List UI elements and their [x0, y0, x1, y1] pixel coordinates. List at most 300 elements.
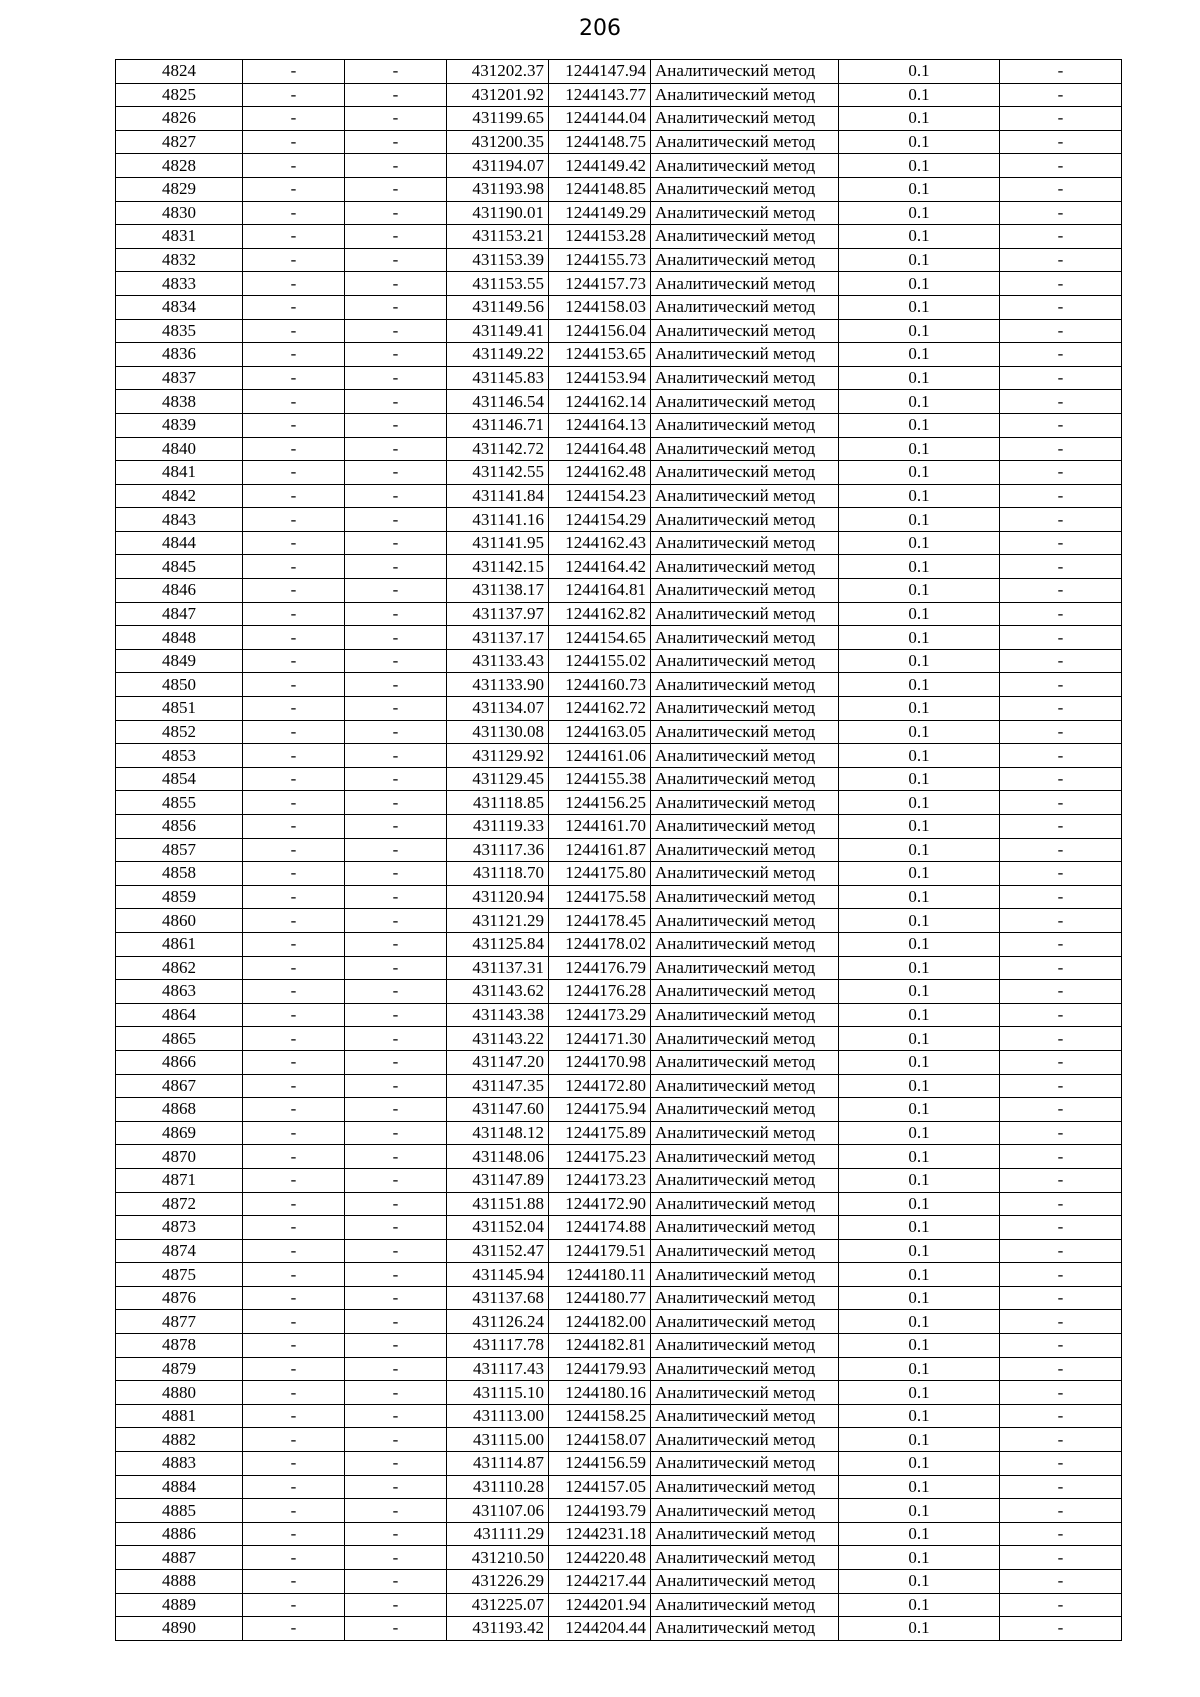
- cell-description: -: [1000, 1168, 1122, 1192]
- cell-x-coordinate: 431138.17: [447, 579, 549, 603]
- cell-point-number: 4883: [116, 1452, 243, 1476]
- cell-description: -: [1000, 1522, 1122, 1546]
- cell-method: Аналитический метод: [651, 697, 839, 721]
- cell-x-old: -: [243, 1263, 345, 1287]
- cell-x-coordinate: 431129.45: [447, 767, 549, 791]
- cell-y-old: -: [345, 720, 447, 744]
- cell-x-old: -: [243, 1404, 345, 1428]
- cell-description: -: [1000, 673, 1122, 697]
- cell-x-old: -: [243, 579, 345, 603]
- cell-y-old: -: [345, 319, 447, 343]
- cell-y-coordinate: 1244148.85: [549, 177, 651, 201]
- cell-method: Аналитический метод: [651, 1168, 839, 1192]
- cell-method: Аналитический метод: [651, 980, 839, 1004]
- cell-point-number: 4832: [116, 248, 243, 272]
- cell-x-coordinate: 431142.72: [447, 437, 549, 461]
- cell-x-old: -: [243, 248, 345, 272]
- cell-x-old: -: [243, 767, 345, 791]
- cell-description: -: [1000, 649, 1122, 673]
- cell-x-coordinate: 431118.85: [447, 791, 549, 815]
- cell-accuracy: 0.1: [839, 248, 1000, 272]
- table-row: [116, 1546, 1122, 1570]
- cell-point-number: 4825: [116, 83, 243, 107]
- cell-method: Аналитический метод: [651, 484, 839, 508]
- cell-y-coordinate: 1244173.23: [549, 1168, 651, 1192]
- cell-description: -: [1000, 1310, 1122, 1334]
- cell-method: Аналитический метод: [651, 1286, 839, 1310]
- cell-x-coordinate: 431153.55: [447, 272, 549, 296]
- table-row: [116, 767, 1122, 791]
- table-row: [116, 579, 1122, 603]
- cell-description: -: [1000, 1334, 1122, 1358]
- cell-x-old: -: [243, 1522, 345, 1546]
- cell-y-old: -: [345, 343, 447, 367]
- cell-y-old: -: [345, 390, 447, 414]
- cell-x-old: -: [243, 626, 345, 650]
- cell-x-old: -: [243, 602, 345, 626]
- cell-x-old: -: [243, 1027, 345, 1051]
- cell-point-number: 4875: [116, 1263, 243, 1287]
- cell-x-old: -: [243, 295, 345, 319]
- cell-y-coordinate: 1244182.00: [549, 1310, 651, 1334]
- cell-description: -: [1000, 1570, 1122, 1594]
- cell-x-old: -: [243, 1121, 345, 1145]
- cell-description: -: [1000, 980, 1122, 1004]
- cell-point-number: 4870: [116, 1145, 243, 1169]
- table-row: [116, 154, 1122, 178]
- cell-method: Аналитический метод: [651, 862, 839, 886]
- cell-y-coordinate: 1244162.72: [549, 697, 651, 721]
- cell-description: -: [1000, 107, 1122, 131]
- cell-method: Аналитический метод: [651, 225, 839, 249]
- cell-point-number: 4845: [116, 555, 243, 579]
- cell-y-old: -: [345, 248, 447, 272]
- cell-accuracy: 0.1: [839, 862, 1000, 886]
- cell-method: Аналитический метод: [651, 437, 839, 461]
- cell-method: Аналитический метод: [651, 1404, 839, 1428]
- table-row: [116, 720, 1122, 744]
- cell-accuracy: 0.1: [839, 791, 1000, 815]
- cell-description: -: [1000, 225, 1122, 249]
- cell-y-coordinate: 1244155.73: [549, 248, 651, 272]
- cell-accuracy: 0.1: [839, 649, 1000, 673]
- cell-description: -: [1000, 1499, 1122, 1523]
- cell-point-number: 4888: [116, 1570, 243, 1594]
- cell-description: -: [1000, 956, 1122, 980]
- cell-accuracy: 0.1: [839, 744, 1000, 768]
- cell-accuracy: 0.1: [839, 177, 1000, 201]
- table-row: [116, 909, 1122, 933]
- table-row: [116, 1522, 1122, 1546]
- cell-accuracy: 0.1: [839, 1546, 1000, 1570]
- cell-y-old: -: [345, 862, 447, 886]
- cell-x-coordinate: 431117.36: [447, 838, 549, 862]
- cell-x-old: -: [243, 508, 345, 532]
- cell-x-old: -: [243, 1098, 345, 1122]
- cell-x-old: -: [243, 1381, 345, 1405]
- cell-description: -: [1000, 1593, 1122, 1617]
- cell-y-coordinate: 1244175.94: [549, 1098, 651, 1122]
- cell-x-coordinate: 431142.15: [447, 555, 549, 579]
- cell-y-coordinate: 1244220.48: [549, 1546, 651, 1570]
- cell-description: -: [1000, 1357, 1122, 1381]
- cell-y-coordinate: 1244157.05: [549, 1475, 651, 1499]
- cell-x-coordinate: 431133.43: [447, 649, 549, 673]
- cell-accuracy: 0.1: [839, 1168, 1000, 1192]
- cell-x-coordinate: 431141.16: [447, 508, 549, 532]
- cell-y-coordinate: 1244158.07: [549, 1428, 651, 1452]
- cell-x-coordinate: 431117.78: [447, 1334, 549, 1358]
- cell-y-coordinate: 1244160.73: [549, 673, 651, 697]
- cell-y-old: -: [345, 602, 447, 626]
- cell-description: -: [1000, 343, 1122, 367]
- cell-point-number: 4873: [116, 1216, 243, 1240]
- cell-method: Аналитический метод: [651, 1050, 839, 1074]
- cell-accuracy: 0.1: [839, 1522, 1000, 1546]
- cell-y-old: -: [345, 1168, 447, 1192]
- cell-accuracy: 0.1: [839, 932, 1000, 956]
- cell-x-old: -: [243, 932, 345, 956]
- cell-x-coordinate: 431137.68: [447, 1286, 549, 1310]
- cell-method: Аналитический метод: [651, 248, 839, 272]
- cell-description: -: [1000, 272, 1122, 296]
- cell-x-old: -: [243, 980, 345, 1004]
- cell-x-coordinate: 431147.35: [447, 1074, 549, 1098]
- cell-x-coordinate: 431115.10: [447, 1381, 549, 1405]
- cell-accuracy: 0.1: [839, 60, 1000, 84]
- cell-y-coordinate: 1244171.30: [549, 1027, 651, 1051]
- table-row: [116, 413, 1122, 437]
- cell-y-old: -: [345, 1050, 447, 1074]
- cell-accuracy: 0.1: [839, 1357, 1000, 1381]
- cell-x-old: -: [243, 390, 345, 414]
- cell-accuracy: 0.1: [839, 295, 1000, 319]
- cell-point-number: 4840: [116, 437, 243, 461]
- cell-description: -: [1000, 154, 1122, 178]
- cell-x-old: -: [243, 1145, 345, 1169]
- table-row: [116, 555, 1122, 579]
- cell-y-old: -: [345, 1617, 447, 1641]
- cell-description: -: [1000, 1286, 1122, 1310]
- cell-point-number: 4884: [116, 1475, 243, 1499]
- cell-x-coordinate: 431125.84: [447, 932, 549, 956]
- cell-x-old: -: [243, 154, 345, 178]
- cell-y-old: -: [345, 980, 447, 1004]
- cell-y-old: -: [345, 130, 447, 154]
- cell-x-coordinate: 431226.29: [447, 1570, 549, 1594]
- cell-y-coordinate: 1244154.29: [549, 508, 651, 532]
- cell-point-number: 4831: [116, 225, 243, 249]
- cell-accuracy: 0.1: [839, 838, 1000, 862]
- table-row: [116, 1216, 1122, 1240]
- cell-point-number: 4890: [116, 1617, 243, 1641]
- cell-accuracy: 0.1: [839, 767, 1000, 791]
- cell-description: -: [1000, 508, 1122, 532]
- cell-point-number: 4841: [116, 461, 243, 485]
- cell-y-coordinate: 1244148.75: [549, 130, 651, 154]
- cell-x-coordinate: 431146.54: [447, 390, 549, 414]
- cell-description: -: [1000, 1381, 1122, 1405]
- cell-method: Аналитический метод: [651, 272, 839, 296]
- cell-method: Аналитический метод: [651, 1546, 839, 1570]
- cell-method: Аналитический метод: [651, 1027, 839, 1051]
- cell-x-coordinate: 431148.06: [447, 1145, 549, 1169]
- cell-x-coordinate: 431117.43: [447, 1357, 549, 1381]
- cell-accuracy: 0.1: [839, 579, 1000, 603]
- cell-x-old: -: [243, 815, 345, 839]
- table-row: [116, 815, 1122, 839]
- cell-x-coordinate: 431120.94: [447, 885, 549, 909]
- cell-accuracy: 0.1: [839, 154, 1000, 178]
- cell-point-number: 4848: [116, 626, 243, 650]
- cell-method: Аналитический метод: [651, 1499, 839, 1523]
- cell-accuracy: 0.1: [839, 1050, 1000, 1074]
- cell-accuracy: 0.1: [839, 531, 1000, 555]
- cell-method: Аналитический метод: [651, 838, 839, 862]
- cell-y-coordinate: 1244176.28: [549, 980, 651, 1004]
- table-row: [116, 1357, 1122, 1381]
- table-body: [116, 60, 1122, 1641]
- cell-x-old: -: [243, 366, 345, 390]
- cell-x-coordinate: 431114.87: [447, 1452, 549, 1476]
- cell-x-coordinate: 431152.47: [447, 1239, 549, 1263]
- table-row: [116, 1263, 1122, 1287]
- cell-y-old: -: [345, 437, 447, 461]
- cell-point-number: 4872: [116, 1192, 243, 1216]
- cell-accuracy: 0.1: [839, 1381, 1000, 1405]
- cell-y-old: -: [345, 626, 447, 650]
- cell-x-old: -: [243, 107, 345, 131]
- cell-method: Аналитический метод: [651, 508, 839, 532]
- cell-method: Аналитический метод: [651, 1239, 839, 1263]
- cell-point-number: 4866: [116, 1050, 243, 1074]
- cell-accuracy: 0.1: [839, 461, 1000, 485]
- cell-x-coordinate: 431151.88: [447, 1192, 549, 1216]
- cell-x-coordinate: 431111.29: [447, 1522, 549, 1546]
- cell-method: Аналитический метод: [651, 1074, 839, 1098]
- cell-y-old: -: [345, 1499, 447, 1523]
- cell-description: -: [1000, 815, 1122, 839]
- cell-accuracy: 0.1: [839, 1428, 1000, 1452]
- cell-y-coordinate: 1244156.25: [549, 791, 651, 815]
- cell-point-number: 4835: [116, 319, 243, 343]
- cell-point-number: 4863: [116, 980, 243, 1004]
- cell-x-old: -: [243, 838, 345, 862]
- cell-accuracy: 0.1: [839, 107, 1000, 131]
- cell-y-coordinate: 1244178.02: [549, 932, 651, 956]
- cell-x-coordinate: 431202.37: [447, 60, 549, 84]
- cell-x-coordinate: 431130.08: [447, 720, 549, 744]
- cell-x-coordinate: 431143.62: [447, 980, 549, 1004]
- cell-method: Аналитический метод: [651, 366, 839, 390]
- cell-description: -: [1000, 60, 1122, 84]
- table-row: [116, 1098, 1122, 1122]
- cell-description: -: [1000, 1192, 1122, 1216]
- cell-method: Аналитический метод: [651, 154, 839, 178]
- cell-y-old: -: [345, 579, 447, 603]
- cell-description: -: [1000, 248, 1122, 272]
- cell-point-number: 4880: [116, 1381, 243, 1405]
- cell-x-old: -: [243, 1357, 345, 1381]
- cell-description: -: [1000, 720, 1122, 744]
- table-row: [116, 1074, 1122, 1098]
- table-row: [116, 1617, 1122, 1641]
- cell-y-old: -: [345, 1546, 447, 1570]
- cell-y-old: -: [345, 1074, 447, 1098]
- cell-point-number: 4867: [116, 1074, 243, 1098]
- cell-y-coordinate: 1244161.06: [549, 744, 651, 768]
- cell-x-coordinate: 431142.55: [447, 461, 549, 485]
- cell-y-old: -: [345, 885, 447, 909]
- cell-y-coordinate: 1244162.43: [549, 531, 651, 555]
- cell-description: -: [1000, 1239, 1122, 1263]
- cell-x-coordinate: 431143.22: [447, 1027, 549, 1051]
- cell-x-old: -: [243, 531, 345, 555]
- cell-description: -: [1000, 319, 1122, 343]
- table-row: [116, 673, 1122, 697]
- cell-x-old: -: [243, 862, 345, 886]
- cell-point-number: 4886: [116, 1522, 243, 1546]
- table-row: [116, 1145, 1122, 1169]
- cell-x-old: -: [243, 1192, 345, 1216]
- table-row: [116, 602, 1122, 626]
- cell-accuracy: 0.1: [839, 390, 1000, 414]
- table-row: [116, 956, 1122, 980]
- cell-y-coordinate: 1244162.82: [549, 602, 651, 626]
- cell-point-number: 4878: [116, 1334, 243, 1358]
- cell-description: -: [1000, 1452, 1122, 1476]
- cell-method: Аналитический метод: [651, 1310, 839, 1334]
- cell-accuracy: 0.1: [839, 437, 1000, 461]
- cell-y-coordinate: 1244147.94: [549, 60, 651, 84]
- cell-point-number: 4859: [116, 885, 243, 909]
- cell-accuracy: 0.1: [839, 980, 1000, 1004]
- cell-y-coordinate: 1244173.29: [549, 1003, 651, 1027]
- cell-x-coordinate: 431201.92: [447, 83, 549, 107]
- cell-method: Аналитический метод: [651, 767, 839, 791]
- cell-method: Аналитический метод: [651, 60, 839, 84]
- cell-method: Аналитический метод: [651, 319, 839, 343]
- cell-accuracy: 0.1: [839, 413, 1000, 437]
- cell-point-number: 4836: [116, 343, 243, 367]
- cell-method: Аналитический метод: [651, 673, 839, 697]
- cell-y-old: -: [345, 1239, 447, 1263]
- cell-accuracy: 0.1: [839, 1192, 1000, 1216]
- table-row: [116, 932, 1122, 956]
- table-row: [116, 791, 1122, 815]
- cell-x-coordinate: 431141.95: [447, 531, 549, 555]
- table-row: [116, 1003, 1122, 1027]
- cell-y-coordinate: 1244158.25: [549, 1404, 651, 1428]
- cell-point-number: 4877: [116, 1310, 243, 1334]
- cell-y-coordinate: 1244176.79: [549, 956, 651, 980]
- cell-description: -: [1000, 1475, 1122, 1499]
- cell-x-old: -: [243, 1286, 345, 1310]
- cell-x-old: -: [243, 555, 345, 579]
- cell-method: Аналитический метод: [651, 1334, 839, 1358]
- cell-y-old: -: [345, 932, 447, 956]
- cell-x-old: -: [243, 697, 345, 721]
- cell-y-coordinate: 1244144.04: [549, 107, 651, 131]
- cell-x-coordinate: 431193.98: [447, 177, 549, 201]
- cell-y-old: -: [345, 1452, 447, 1476]
- cell-method: Аналитический метод: [651, 390, 839, 414]
- cell-y-old: -: [345, 60, 447, 84]
- cell-point-number: 4876: [116, 1286, 243, 1310]
- cell-x-coordinate: 431149.41: [447, 319, 549, 343]
- cell-x-old: -: [243, 130, 345, 154]
- table-row: [116, 838, 1122, 862]
- cell-point-number: 4857: [116, 838, 243, 862]
- cell-x-old: -: [243, 201, 345, 225]
- cell-description: -: [1000, 767, 1122, 791]
- table-row: [116, 1570, 1122, 1594]
- cell-x-coordinate: 431199.65: [447, 107, 549, 131]
- cell-y-old: -: [345, 767, 447, 791]
- cell-point-number: 4838: [116, 390, 243, 414]
- cell-description: -: [1000, 484, 1122, 508]
- cell-description: -: [1000, 1121, 1122, 1145]
- cell-method: Аналитический метод: [651, 815, 839, 839]
- table-row: [116, 1310, 1122, 1334]
- cell-x-coordinate: 431137.97: [447, 602, 549, 626]
- cell-y-coordinate: 1244231.18: [549, 1522, 651, 1546]
- cell-accuracy: 0.1: [839, 508, 1000, 532]
- cell-accuracy: 0.1: [839, 885, 1000, 909]
- cell-accuracy: 0.1: [839, 1570, 1000, 1594]
- cell-y-coordinate: 1244174.88: [549, 1216, 651, 1240]
- cell-y-old: -: [345, 1570, 447, 1594]
- cell-accuracy: 0.1: [839, 1475, 1000, 1499]
- cell-accuracy: 0.1: [839, 1003, 1000, 1027]
- table-row: [116, 484, 1122, 508]
- cell-x-old: -: [243, 1074, 345, 1098]
- cell-y-coordinate: 1244179.51: [549, 1239, 651, 1263]
- cell-y-old: -: [345, 531, 447, 555]
- cell-description: -: [1000, 1617, 1122, 1641]
- cell-point-number: 4865: [116, 1027, 243, 1051]
- cell-point-number: 4887: [116, 1546, 243, 1570]
- cell-x-old: -: [243, 791, 345, 815]
- cell-y-old: -: [345, 508, 447, 532]
- cell-y-old: -: [345, 909, 447, 933]
- cell-accuracy: 0.1: [839, 83, 1000, 107]
- cell-method: Аналитический метод: [651, 956, 839, 980]
- cell-x-coordinate: 431147.60: [447, 1098, 549, 1122]
- cell-accuracy: 0.1: [839, 1239, 1000, 1263]
- cell-y-coordinate: 1244154.23: [549, 484, 651, 508]
- cell-y-coordinate: 1244182.81: [549, 1334, 651, 1358]
- cell-y-old: -: [345, 1121, 447, 1145]
- cell-accuracy: 0.1: [839, 1145, 1000, 1169]
- cell-x-coordinate: 431147.89: [447, 1168, 549, 1192]
- cell-description: -: [1000, 295, 1122, 319]
- cell-accuracy: 0.1: [839, 602, 1000, 626]
- cell-accuracy: 0.1: [839, 319, 1000, 343]
- cell-accuracy: 0.1: [839, 1027, 1000, 1051]
- cell-point-number: 4852: [116, 720, 243, 744]
- cell-description: -: [1000, 862, 1122, 886]
- cell-accuracy: 0.1: [839, 272, 1000, 296]
- cell-x-coordinate: 431133.90: [447, 673, 549, 697]
- cell-point-number: 4881: [116, 1404, 243, 1428]
- cell-method: Аналитический метод: [651, 626, 839, 650]
- cell-point-number: 4885: [116, 1499, 243, 1523]
- cell-point-number: 4864: [116, 1003, 243, 1027]
- cell-point-number: 4850: [116, 673, 243, 697]
- cell-y-coordinate: 1244156.59: [549, 1452, 651, 1476]
- cell-method: Аналитический метод: [651, 1593, 839, 1617]
